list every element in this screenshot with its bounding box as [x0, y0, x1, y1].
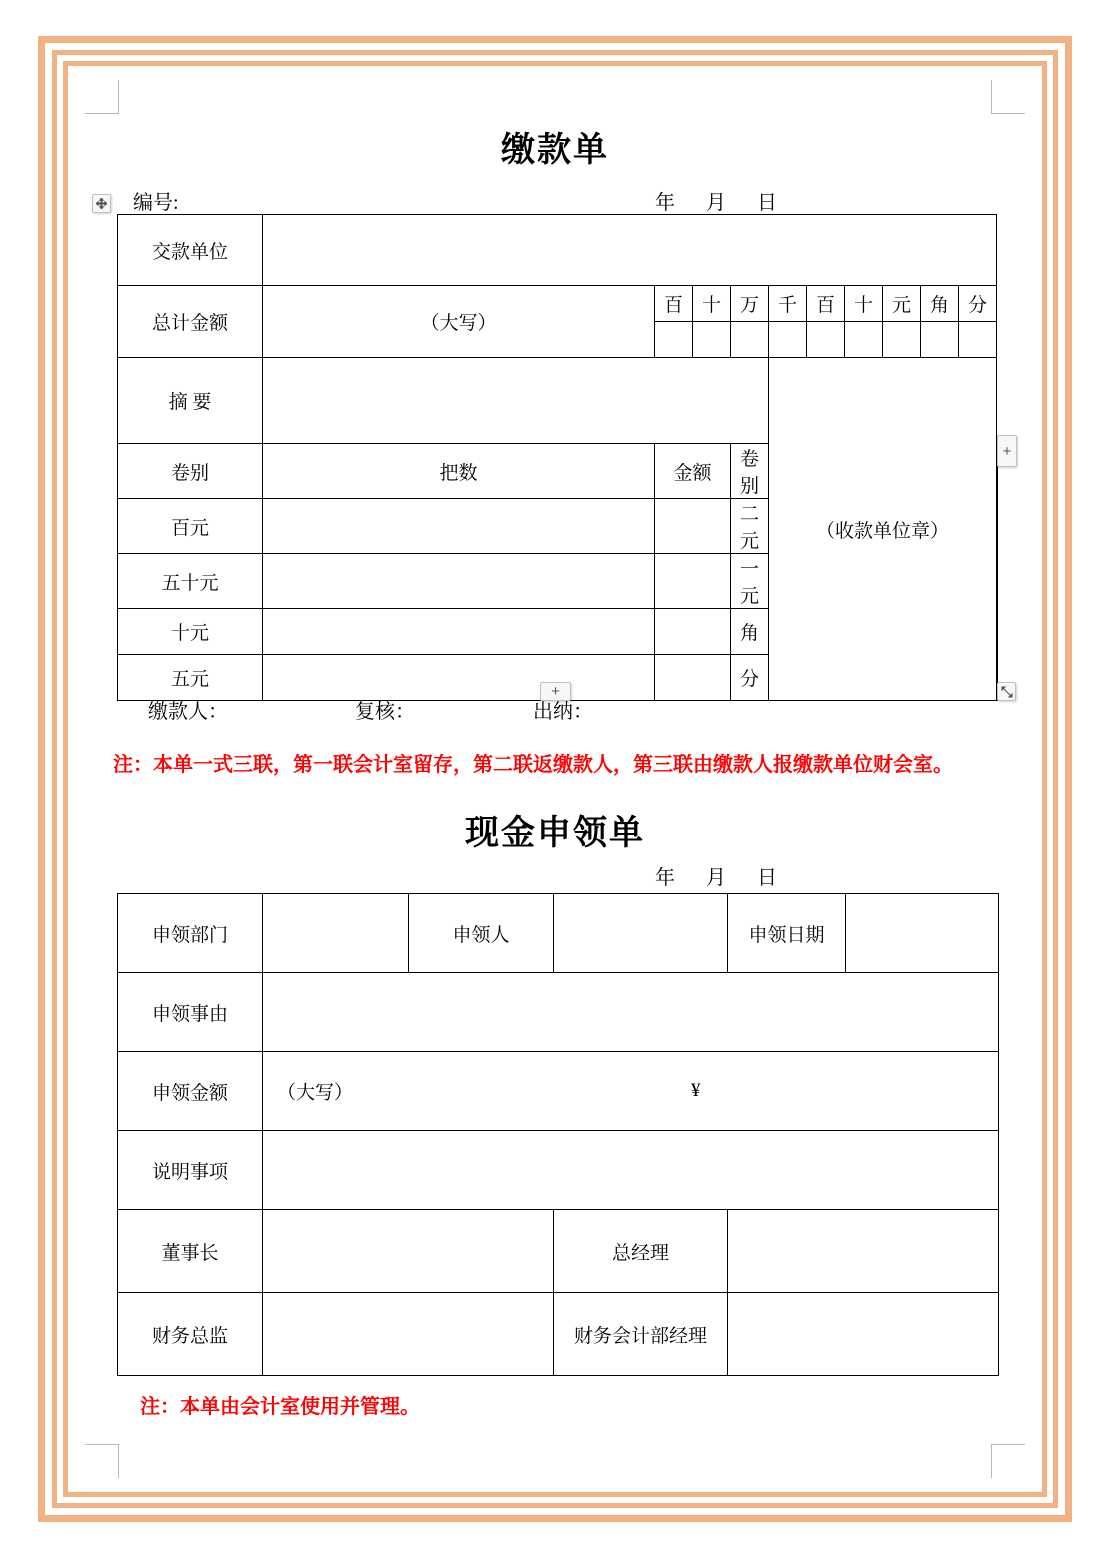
form1-note: 注：本单一式三联，第一联会计室留存，第二联返缴款人，第三联由缴款人报缴款单位财会室。: [113, 754, 953, 776]
currency-cell-value[interactable]: [731, 322, 769, 358]
cell-applicant-value[interactable]: [554, 894, 728, 973]
denom-header-bundles-left: 把数: [263, 444, 655, 499]
currency-col-header: 百: [807, 286, 845, 322]
form1-table: [117, 214, 998, 701]
cell-chairman-label: 董事长: [118, 1210, 263, 1293]
denom-header-amount-left: 金额: [655, 444, 731, 499]
table-row: [118, 1210, 999, 1293]
add-column-handle-icon[interactable]: +: [997, 435, 1017, 467]
cell-summary-label: 摘 要: [118, 358, 263, 444]
denom-bundles-left[interactable]: [263, 609, 655, 655]
form1-signature-payer[interactable]: 缴款人：: [148, 701, 228, 723]
table-resize-handle-icon[interactable]: [997, 682, 1016, 701]
margin-marker-top-right: [991, 80, 1025, 114]
cell-dept-value[interactable]: [263, 894, 409, 973]
margin-marker-top-left: [85, 80, 119, 114]
currency-cell-value[interactable]: [959, 322, 997, 358]
denom-amount-left[interactable]: [655, 655, 731, 701]
denom-bundles-right[interactable]: [997, 499, 998, 554]
cell-finance-manager-sign[interactable]: [728, 1293, 999, 1376]
currency-cell-value[interactable]: [693, 322, 731, 358]
denom-amount-left[interactable]: [655, 499, 731, 554]
cell-amount-label: 申领金额: [118, 1052, 263, 1131]
form2-table: [117, 893, 999, 1376]
denom-bundles-right[interactable]: [997, 554, 998, 609]
denom-bundles-left[interactable]: [263, 499, 655, 554]
cell-remarks-label: 说明事项: [118, 1131, 263, 1210]
cell-gm-sign[interactable]: [728, 1210, 999, 1293]
currency-col-header: 分: [959, 286, 997, 322]
form1-date-line: 年 月 日: [655, 192, 778, 214]
cell-receiving-unit-seal[interactable]: （收款单位章）: [769, 358, 997, 701]
cell-apply-date-label: 申领日期: [728, 894, 846, 973]
table-row: [118, 1052, 999, 1131]
table-row: [118, 1131, 999, 1210]
currency-cell-value[interactable]: [807, 322, 845, 358]
currency-col-header: 角: [921, 286, 959, 322]
denom-label-right: 二元: [731, 499, 769, 554]
form1-title: 缴款单: [501, 131, 609, 169]
form1-signature-cashier[interactable]: 出纳：: [533, 701, 593, 723]
denom-bundles-left[interactable]: [263, 655, 655, 701]
margin-marker-bottom-left: [85, 1444, 119, 1478]
cell-gm-label: 总经理: [554, 1210, 728, 1293]
cell-cfo-sign[interactable]: [263, 1293, 554, 1376]
form2-date-line: 年 月 日: [655, 867, 778, 889]
currency-cell-value[interactable]: [769, 322, 807, 358]
currency-col-header: 十: [693, 286, 731, 322]
cell-reason-label: 申领事由: [118, 973, 263, 1052]
table-row: [118, 973, 999, 1052]
table-row: [118, 894, 999, 973]
cell-amount-value[interactable]: [263, 1052, 999, 1131]
add-row-handle-icon[interactable]: +: [540, 682, 571, 701]
cell-chairman-sign[interactable]: [263, 1210, 554, 1293]
currency-cell-value[interactable]: [655, 322, 693, 358]
currency-col-header: 十: [845, 286, 883, 322]
cell-summary-value[interactable]: [263, 358, 769, 444]
denom-label-right: 分: [731, 655, 769, 701]
currency-cell-value[interactable]: [921, 322, 959, 358]
cell-uppercase-hint[interactable]: （大写）: [263, 286, 655, 358]
denom-label-right: 角: [731, 609, 769, 655]
currency-col-header: 元: [883, 286, 921, 322]
denom-label-left: 五十元: [118, 554, 263, 609]
margin-marker-bottom-right: [991, 1444, 1025, 1478]
denom-amount-left[interactable]: [655, 554, 731, 609]
table-row: [118, 215, 998, 286]
currency-cell-value[interactable]: [883, 322, 921, 358]
cell-cfo-label: 财务总监: [118, 1293, 263, 1376]
amount-uppercase-hint: （大写）: [277, 1082, 354, 1104]
currency-col-header: 百: [655, 286, 693, 322]
form2-title: 现金申领单: [465, 814, 645, 852]
currency-symbol-icon: ¥: [691, 1080, 701, 1101]
form1-number-label: 编号:: [133, 192, 179, 214]
currency-col-header: 万: [731, 286, 769, 322]
cell-payer-unit-value[interactable]: [263, 215, 997, 286]
cell-applicant-label: 申领人: [409, 894, 554, 973]
table-row: [118, 286, 998, 322]
table-move-handle-icon[interactable]: [92, 194, 111, 213]
cell-reason-value[interactable]: [263, 973, 999, 1052]
table-row: [118, 1293, 999, 1376]
denom-label-left: 五元: [118, 655, 263, 701]
cell-finance-manager-label: 财务会计部经理: [554, 1293, 728, 1376]
cell-payer-unit-label: 交款单位: [118, 215, 263, 286]
table-row: [118, 358, 998, 444]
cell-total-amount-label: 总计金额: [118, 286, 263, 358]
denom-header-roll-type-left: 卷别: [118, 444, 263, 499]
denom-label-left: 十元: [118, 609, 263, 655]
form2-note: 注：本单由会计室使用并管理。: [140, 1396, 420, 1418]
denom-label-right: 一元: [731, 554, 769, 609]
currency-col-header: 千: [769, 286, 807, 322]
cell-dept-label: 申领部门: [118, 894, 263, 973]
denom-label-left: 百元: [118, 499, 263, 554]
denom-header-roll-type-right: 卷别: [731, 444, 769, 499]
form1-signature-reviewer[interactable]: 复核：: [355, 701, 415, 723]
denom-amount-left[interactable]: [655, 609, 731, 655]
cell-remarks-value[interactable]: [263, 1131, 999, 1210]
currency-cell-value[interactable]: [845, 322, 883, 358]
denom-bundles-right[interactable]: [997, 609, 998, 655]
cell-apply-date-value[interactable]: [846, 894, 999, 973]
denom-bundles-left[interactable]: [263, 554, 655, 609]
